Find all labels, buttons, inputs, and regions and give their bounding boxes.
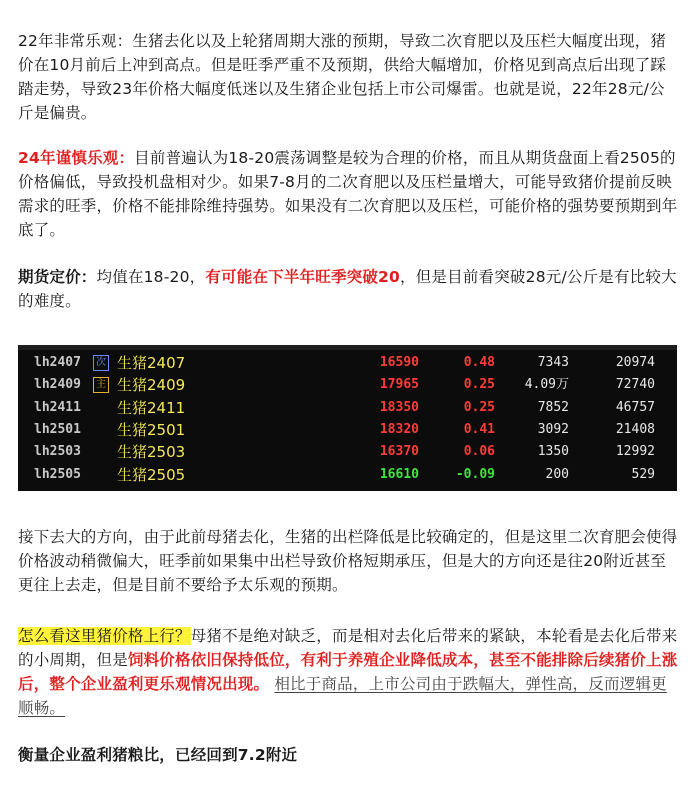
highlighted-question: 怎么看这里猪价格上行？ [18,627,191,645]
paragraph-text: 目前普遍认为18-20震荡调整是较为合理的价格，而且从期货盘面上看2505的价格偏低，导致投机盘相对少。如果7-8月的二次育肥以及压栏量增大，可能导致猪价提前反映需求的旺季，价格不能排除维持强势。如果没有二次育肥以及压栏，可能价格的强势要预期到年底了。 [18,149,678,239]
table-row[interactable] [18,397,677,419]
table-row[interactable] [18,352,677,374]
section-label: 期货定价： [18,268,97,286]
table-row[interactable] [18,374,677,396]
last-price: 16610 [379,467,419,482]
table-row[interactable] [18,441,677,463]
table-row[interactable] [18,419,677,441]
last-price: 18350 [379,400,419,415]
contract-name: 生猪2411 [117,399,186,417]
futures-quote-table [18,345,677,491]
volume: 3092 [537,422,569,437]
contract-code: lh2501 [34,422,81,437]
emphasis-text: 饲料价格依旧保持低位，有利于养殖企业降低成本，甚至不能排除后续猪价上涨后，整个企业盈利更乐观情况出现。 [18,651,678,693]
volume: 200 [545,467,569,482]
underlined-text: 相比于商品，上市公司由于跌幅大，弹性高，反而逻辑更顺畅。 [18,675,667,717]
contract-name: 生猪2505 [117,466,186,484]
open-interest: 12992 [615,444,655,459]
contract-code: lh2409 [34,377,81,392]
contract-code: lh2505 [34,467,81,482]
last-price: 18320 [379,422,419,437]
paragraph-direction [18,525,678,597]
paragraph-text: ，但是目前看突破28元/公斤是有比较大的难度。 [18,268,677,310]
open-interest: 20974 [615,355,655,370]
section-label: 24年谨慎乐观： [18,149,135,167]
contract-code: lh2407 [34,355,81,370]
paragraph-price-rise [18,624,678,720]
change-percent: -0.09 [455,467,495,482]
contract-name: 生猪2501 [117,421,186,439]
change-percent: 0.25 [463,377,495,392]
emphasis-text: 有可能在下半年旺季突破20 [205,268,401,286]
open-interest: 72740 [615,377,655,392]
paragraph-text: 22年非常乐观：生猪去化以及上轮猪周期大涨的预期，导致二次育肥以及压栏大幅度出现，猪价在10月前后上冲到高点。但是旺季严重不及预期，供给大幅增加，价格见到高点后出现了踩踏走势，导致23年价格大幅度低迷以及生猪企业包括上市公司爆雷。也就是说，22年28元/公斤是偏贵。 [18,32,667,122]
paragraph-pig-grain-ratio [18,743,678,767]
open-interest: 21408 [615,422,655,437]
paragraph-2022-outlook [18,29,678,125]
open-interest: 529 [631,467,655,482]
change-percent: 0.25 [463,400,495,415]
volume: 1350 [537,444,569,459]
contract-code: lh2411 [34,400,81,415]
paragraph-futures-pricing [18,265,678,313]
paragraph-text: 衡量企业盈利猪粮比，已经回到7.2附近 [18,746,298,764]
contract-name: 生猪2503 [117,443,186,461]
paragraph-text: 母猪不是绝对缺乏，而是相对去化后带来的紧缺，本轮看是去化后带来的小周期，但是 [18,627,678,669]
contract-name: 生猪2409 [117,376,186,394]
last-price: 16590 [379,355,419,370]
last-price: 17965 [379,377,419,392]
change-percent: 0.41 [463,422,495,437]
table-row[interactable] [18,464,677,486]
last-price: 16370 [379,444,419,459]
paragraph-2024-outlook [18,146,678,242]
open-interest: 46757 [615,400,655,415]
volume: 4.09万 [524,377,569,392]
change-percent: 0.48 [463,355,495,370]
contract-name: 生猪2407 [117,354,186,372]
contract-tag: 次 [93,355,109,371]
volume: 7852 [537,400,569,415]
change-percent: 0.06 [463,444,495,459]
paragraph-text: 均值在18-20， [96,268,206,286]
contract-tag: 主 [93,377,109,393]
table-header-strip [18,345,677,350]
volume: 7343 [537,355,569,370]
paragraph-text: 接下去大的方向，由于此前母猪去化，生猪的出栏降低是比较确定的，但是这里二次育肥会使得价格波动稍微偏大，旺季前如果集中出栏导致价格短期承压，但是大的方向还是往20附近甚至更往上去走，但是目前不要给予太乐观的预期。 [18,528,678,594]
contract-code: lh2503 [34,444,81,459]
